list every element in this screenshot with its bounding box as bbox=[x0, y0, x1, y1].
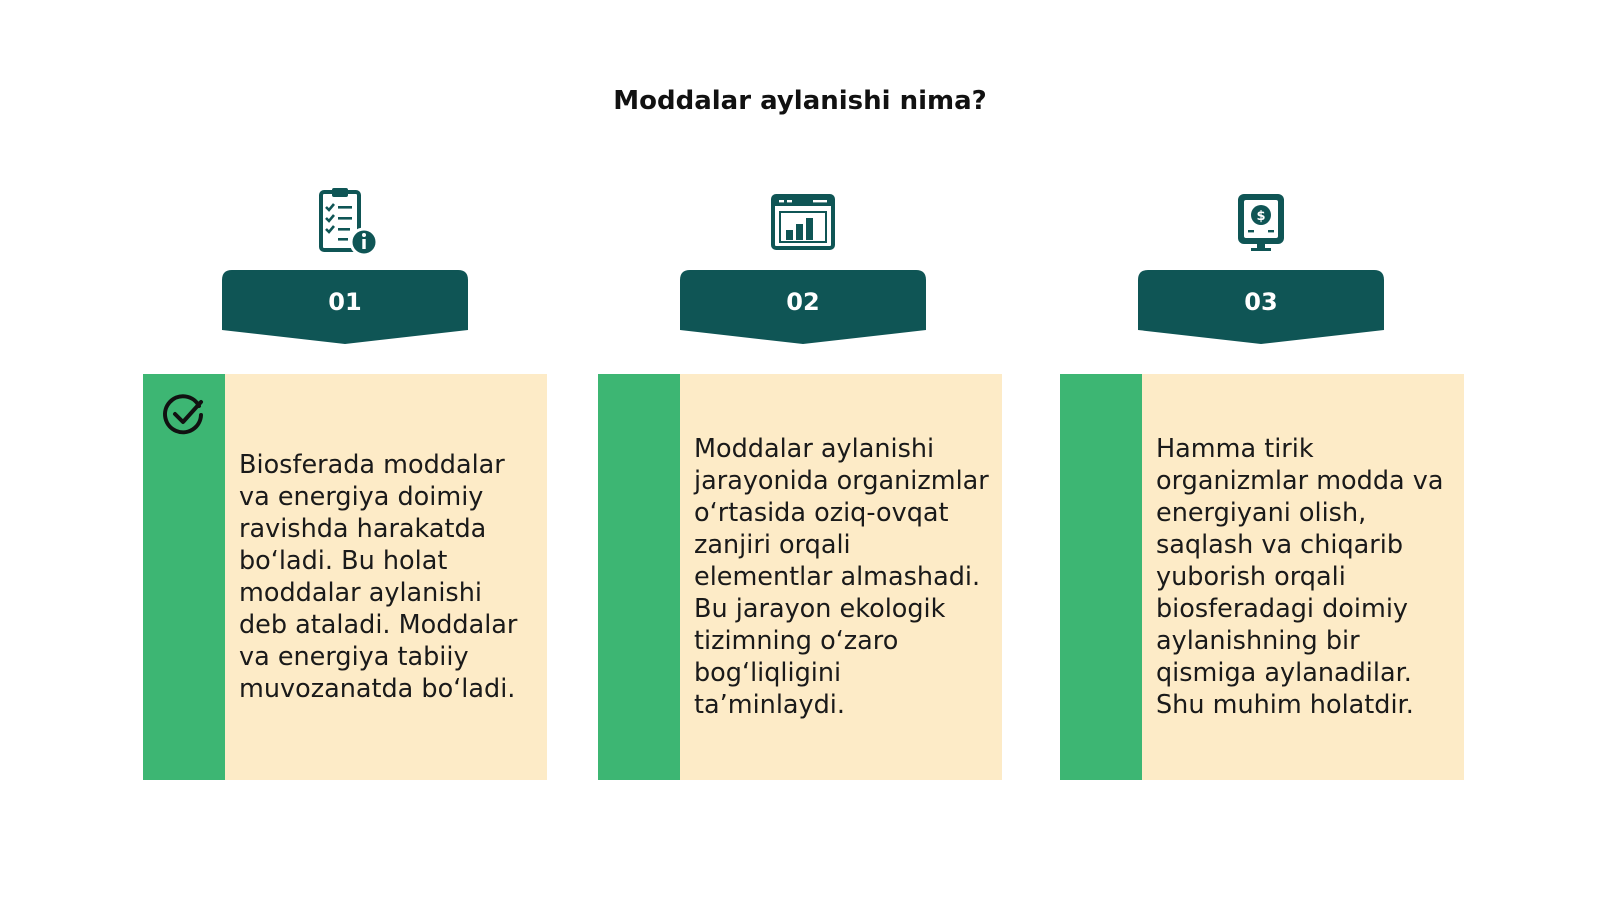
card-text-container bbox=[694, 374, 992, 780]
card-text: Biosferada moddalar va energiya doimiy ravishda harakatda bo‘ladi. Bu holat moddalar aylanishi deb ataladi. Moddalar va energiya tabiiy muvozanatda bo‘ladi. bbox=[239, 450, 518, 704]
column-header-1 bbox=[222, 186, 468, 346]
info-card-1 bbox=[143, 374, 547, 780]
badge-01 bbox=[222, 270, 468, 346]
page-title: Moddalar aylanishi nima? bbox=[613, 86, 987, 116]
card-accent-bar bbox=[598, 374, 680, 780]
clipboard-checklist-info-icon bbox=[309, 186, 381, 258]
badge-02 bbox=[680, 270, 926, 346]
badge-number: 03 bbox=[1244, 288, 1278, 316]
badge-number: 01 bbox=[328, 288, 362, 316]
card-text-container bbox=[1156, 374, 1454, 780]
bar-chart-window-icon bbox=[767, 186, 839, 258]
card-text: Moddalar aylanishi jarayonida organizmlar o‘rtasida oziq-ovqat zanjiri orqali elementlar almashadi. Bu jarayon ekologik tizimning o‘zaro bog‘liqligini ta’minlaydi. bbox=[694, 434, 989, 720]
svg-text:$: $ bbox=[1256, 209, 1266, 224]
column-header-3 bbox=[1138, 186, 1384, 346]
badge-number: 02 bbox=[786, 288, 820, 316]
badge-03 bbox=[1138, 270, 1384, 346]
card-accent-bar bbox=[143, 374, 225, 780]
card-text: Hamma tirik organizmlar modda va energiyani olish, saqlash va chiqarib yuborish orqali biosferadagi doimiy aylanishning bir qismiga aylanadilar. Shu muhim holatdir. bbox=[1156, 434, 1444, 720]
card-text-container bbox=[239, 374, 537, 780]
dollar-monitor-icon bbox=[1225, 186, 1297, 258]
info-card-2 bbox=[598, 374, 1002, 780]
check-circle-icon bbox=[161, 392, 207, 438]
info-card-3 bbox=[1060, 374, 1464, 780]
column-header-2 bbox=[680, 186, 926, 346]
card-accent-bar bbox=[1060, 374, 1142, 780]
